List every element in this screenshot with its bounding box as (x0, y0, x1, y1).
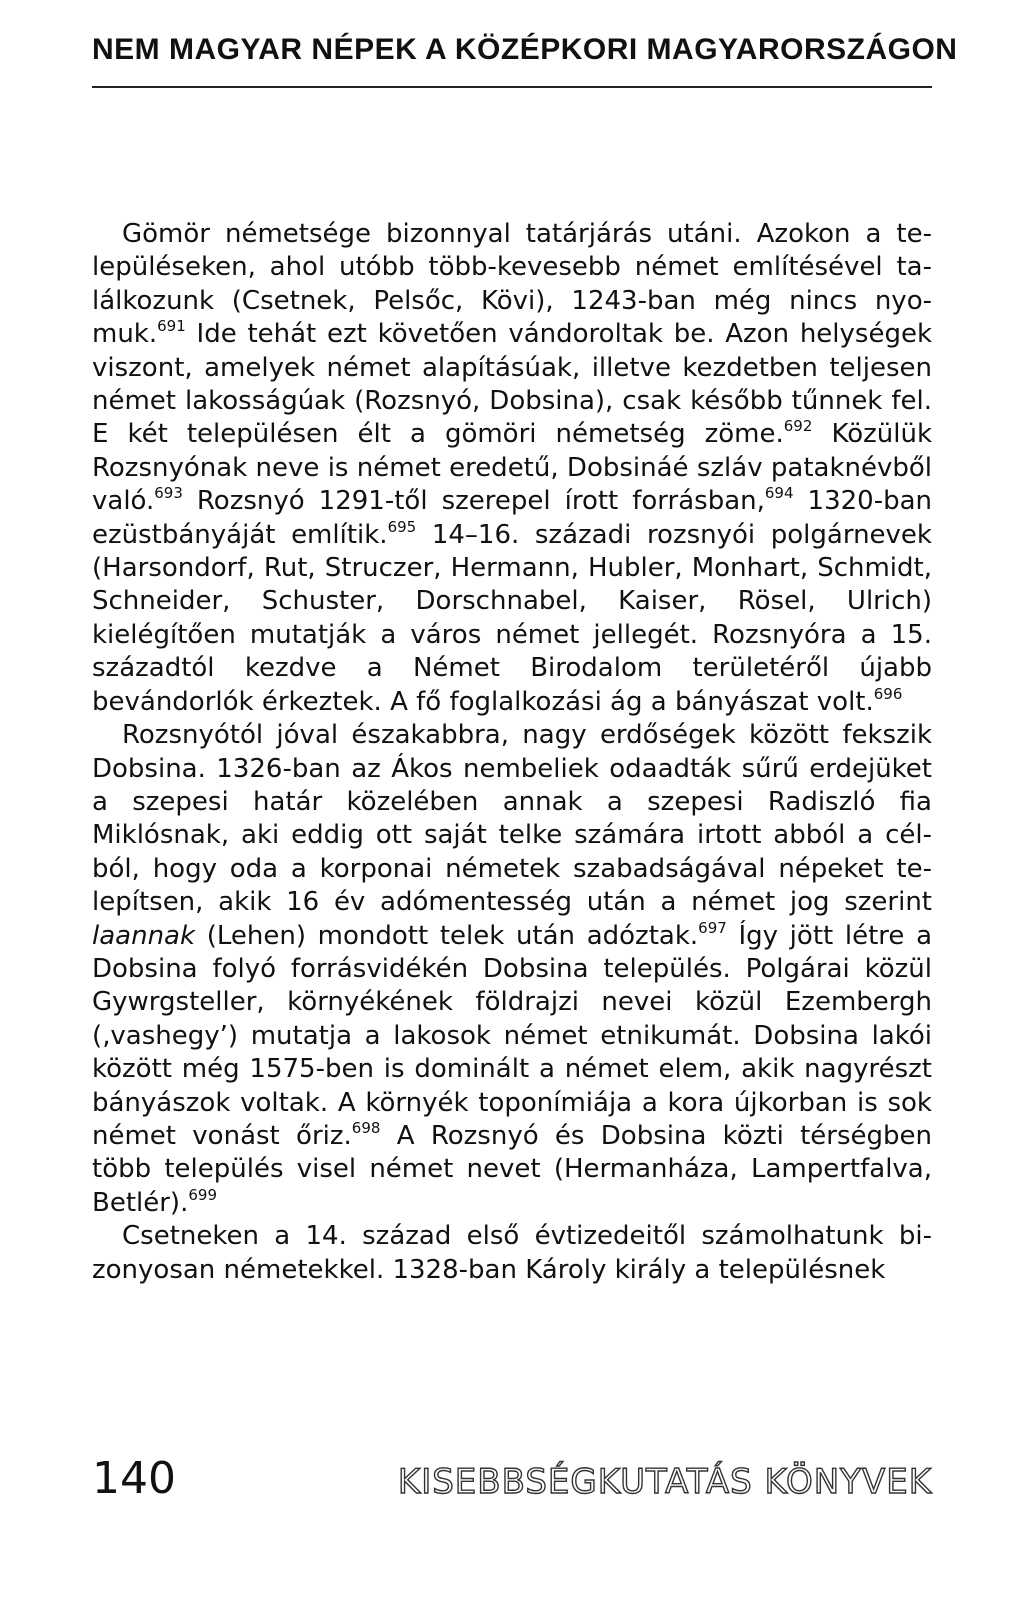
text-run: A Rozsnyó és Dobsina közti térségben több település visel német nevet (Hermanháza, Lampertfalva, Betlér). (92, 1120, 933, 1218)
footnote-reference: 698 (351, 1118, 381, 1137)
footnote-reference: 692 (783, 417, 813, 436)
text-run: Gömör németsége bizonnyal tatárjárás utáni. Azokon a településeken, ahol utóbb több-kevesebb német említésével találkozunk (Csetnek, Pelsőc, Kövi), 1243-ban még nincs nyomuk. (92, 219, 932, 350)
footnote-reference: 699 (188, 1185, 217, 1204)
footnote-reference: 695 (387, 517, 417, 536)
text-run: Ide tehát ezt követően vándoroltak be. Azon helységek viszont, amelyek német alapításúak, illetve kezdetben teljesen német lakosságúak (Rozsnyó, Dobsina), csak később tűnnek fel. E két településen élt a gömöri németség zöme. (92, 319, 932, 450)
text-run: 14–16. századi rozsnyói polgárnevek (Harsondorf, Rut, Struczer, Hermann, Hubler, Monhart, Schmidt, Schneider, Schuster, Dorschnabel, Kaiser, Rösel, Ulrich) kielégítően mutatják a város német jellegét. Rozsnyóra a 15. századtól kezdve a Német Birodalom területéről újabb bevándorlók érkeztek. A fő foglalkozási ág a bányászat volt. (92, 519, 932, 717)
text-run: Rozsnyó 1291-től szerepel írott forrásban, (182, 486, 765, 517)
italic-term: laannak (92, 920, 196, 951)
paragraph (92, 218, 932, 719)
paragraph (92, 1220, 932, 1287)
header-rule (92, 86, 932, 88)
running-title: NEM MAGYAR NÉPEK A KÖZÉPKORI MAGYARORSZÁGON (92, 33, 958, 66)
text-run: Csetneken a 14. század első évtizedeitől számolhatunk bizonyosan németekkel. 1328-ban Károly király a településnek (92, 1221, 932, 1285)
text-run: Közülük Rozsnyónak neve is német eredetű, Dobsináé szláv pataknévből való. (92, 419, 932, 517)
page-number: 140 (92, 1453, 176, 1504)
paragraph (92, 719, 932, 1220)
text-run: Így jött létre a Dobsina folyó forrásvidékén Dobsina település. Polgárai közül Gywrgsteller, környékének földrajzi nevei közül Ezembergh (‚vashegy’) mutatja a lakosok német etnikumát. Dobsina lakói között még 1575-ben is dominált a német elem, akik nagyrészt bányászok voltak. A környék toponímiája a kora újkorban is sok német vonást őriz. (92, 920, 932, 1151)
text-run: 1320-ban ezüstbányáját említik. (92, 486, 933, 550)
footnote-reference: 693 (154, 484, 183, 503)
footnote-reference: 691 (157, 317, 186, 336)
footnote-reference: 696 (873, 684, 903, 703)
text-run: (Lehen) mondott telek után adóztak. (195, 920, 699, 951)
text-run: Rozsnyótól jóval északabbra, nagy erdőségek között fekszik Dobsina. 1326-ban az Ákos nembeliek odaadták sűrű erdejüket a szepesi határ közelében annak a szepesi Radiszló fia Miklósnak, aki eddig ott saját telke számára irtott abból a célból, hogy oda a korponai németek szabadságával népeket telepítsen, akik 16 év adómentesség után a német jog szerint (92, 720, 932, 918)
footnote-reference: 694 (764, 484, 794, 503)
body-text (92, 218, 932, 1287)
series-title: KISEBBSÉGKUTATÁS KÖNYVEK (397, 1462, 932, 1502)
footnote-reference: 697 (698, 918, 727, 937)
